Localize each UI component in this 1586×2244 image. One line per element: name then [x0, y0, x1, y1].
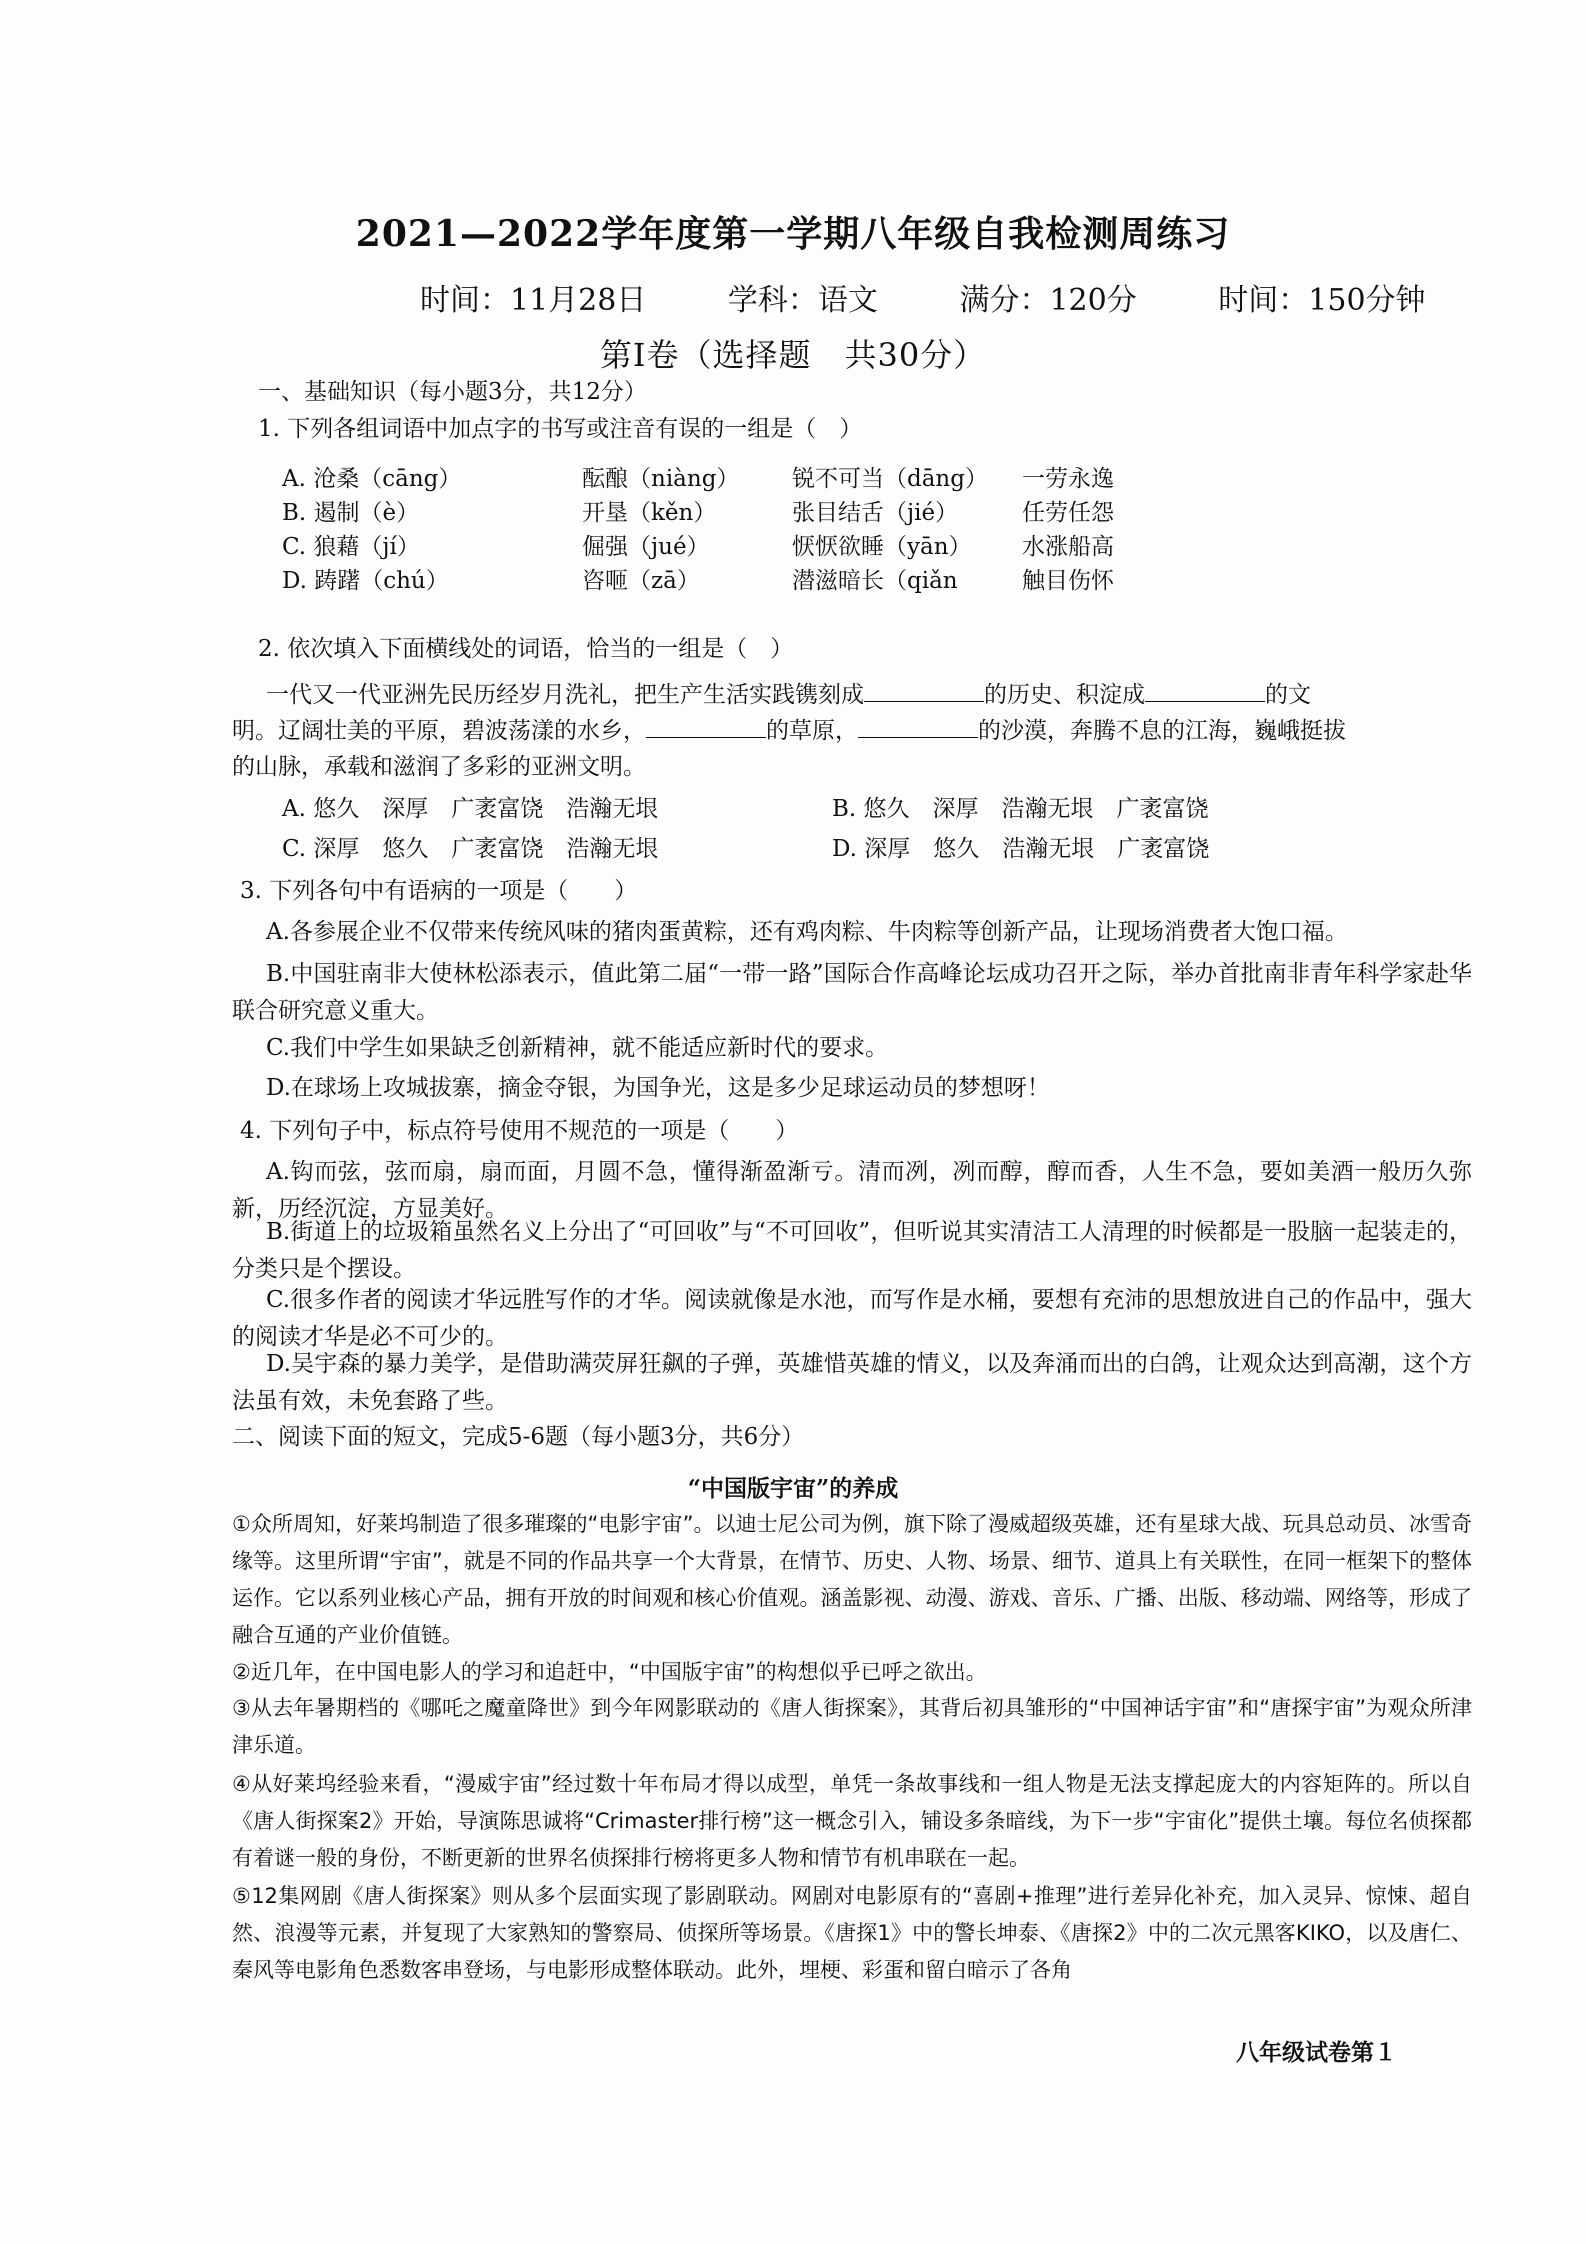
exam-meta — [420, 275, 1498, 319]
exam-date: 时间：11月28日 — [420, 283, 647, 318]
q1-b-1: B. 遏制（è） — [282, 500, 420, 526]
article-paragraph-2: ②近几年，在中国电影人的学习和追赶中，“中国版宇宙”的构想似乎已呼之欲出。 — [232, 1660, 987, 1684]
q1-d-1: D. 踌躇（chú） — [282, 568, 449, 594]
q2-stem-text: 2. 依次填入下面横线处的词语，恰当的一组是（ ） — [258, 636, 794, 662]
volume-title: 第Ⅰ卷（选择题 共30分） — [599, 336, 987, 374]
q1-d-3: 潜滋暗长（qiǎn — [792, 568, 958, 594]
q2-passage-line2 — [232, 712, 1346, 745]
q1-d-4: 触目伤怀 — [1022, 568, 1114, 594]
q1-c-2: 倔强（jué） — [582, 534, 710, 560]
q1-stem: 1. 下列各组词语中加点字的书写或注音有误的一组是（ ） — [258, 416, 863, 442]
q2-blank-3 — [646, 737, 766, 738]
q3-option-b: B.中国驻南非大使林松添表示，值此第二届“一带一路”国际合作高峰论坛成功召开之际，举办首批南非青年科学家赴华联合研究意义重大。 — [232, 961, 1472, 1024]
q1-c-3: 恹恹欲睡（yān） — [792, 534, 972, 560]
q2-option-b: B. 悠久 深厚 浩瀚无垠 广袤富饶 — [832, 796, 1209, 822]
exam-subject: 学科：语文 — [727, 283, 878, 318]
q2-option-a: A. 悠久 深厚 广袤富饶 浩瀚无垠 — [282, 796, 659, 822]
q2-passage-2b: 的草原， — [766, 718, 858, 744]
q3-option-c: C.我们中学生如果缺乏创新精神，就不能适应新时代的要求。 — [266, 1035, 889, 1061]
article-paragraph-5: ⑤12集网剧《唐人街探案》则从多个层面实现了影剧联动。网剧对电影原有的“喜剧+推理”进行差异化补充，加入灵异、惊悚、超自然、浪漫等元素，并复现了大家熟知的警察局、侦探所等场景。《唐探1》中的警长坤泰、《唐探2》中的二次元黑客KIKO，以及唐仁、秦风等电影角色悉数客串登场，与电影形成整体联动。此外，埋梗、彩蛋和留白暗示了各角 — [232, 1884, 1472, 1982]
q4-stem: 4. 下列句子中，标点符号使用不规范的一项是（ ） — [240, 1118, 799, 1144]
exam-full-score: 满分：120分 — [959, 283, 1137, 318]
part2-heading: 二、阅读下面的短文，完成5-6题（每小题3分，共6分） — [232, 1424, 805, 1450]
q1-d-2: 咨咂（zā） — [582, 568, 700, 594]
article-paragraph-4: ④从好莱坞经验来看，“漫威宇宙”经过数十年布局才得以成型，单凭一条故事线和一组人物是无法支撑起庞大的内容矩阵的。所以自《唐人街探案2》开始，导演陈思诚将“Crimaster排行榜”这一概念引入，铺设多条暗线，为下一步“宇宙化”提供土壤。每位名侦探都有着谜一般的身份，不断更新的世界名侦探排行榜将更多人物和情节有机串联在一起。 — [232, 1772, 1472, 1870]
q1-a-3: 锐不可当（dāng） — [792, 466, 988, 492]
article-title: “中国版宇宙”的养成 — [687, 1475, 899, 1502]
q2-passage-1c: 的文 — [1265, 682, 1311, 708]
q2-passage-1a: 一代又一代亚洲先民历经岁月洗礼，把生产生活实践镌刻成 — [266, 682, 864, 708]
q2-blank-1 — [864, 701, 984, 702]
q2-blank-2 — [1145, 701, 1265, 702]
q4-option-c: C.很多作者的阅读才华远胜写作的才华。阅读就像是水池，而写作是水桶，要想有充沛的思想放进自己的作品中，强大的阅读才华是必不可少的。 — [232, 1287, 1472, 1350]
q2-passage-2a: 明。辽阔壮美的平原，碧波荡漾的水乡， — [232, 718, 646, 744]
q2-option-c: C. 深厚 悠久 广袤富饶 浩瀚无垠 — [282, 836, 659, 862]
q1-b-2: 开垦（kěn） — [582, 500, 717, 526]
q2-passage-2c: 的沙漠，奔腾不息的江海，巍峨挺拔 — [978, 718, 1346, 744]
part1-heading: 一、基础知识（每小题3分，共12分） — [258, 379, 647, 405]
article-paragraph-1: ①众所周知，好莱坞制造了很多璀璨的“电影宇宙”。以迪士尼公司为例，旗下除了漫威超级英雄，还有星球大战、玩具总动员、冰雪奇缘等。这里所谓“宇宙”，就是不同的作品共享一个大背景，在情节、历史、人物、场景、细节、道具上有关联性，在同一框架下的整体运作。它以系列业核心产品，拥有开放的时间观和核心价值观。涵盖影视、动漫、游戏、音乐、广播、出版、移动端、网络等，形成了融合互通的产业价值链。 — [232, 1512, 1472, 1647]
q1-c-1: C. 狼藉（jí） — [282, 534, 420, 560]
q4-option-d: D.吴宇森的暴力美学，是借助满荧屏狂飙的子弹，英雄惜英雄的情义，以及奔涌而出的白鸽，让观众达到高潮，这个方法虽有效，未免套路了些。 — [232, 1351, 1472, 1414]
q3-option-a: A.各参展企业不仅带来传统风味的猪肉蛋黄粽，还有鸡肉粽、牛肉粽等创新产品，让现场消费者大饱口福。 — [266, 919, 1348, 945]
q1-a-2: 酝酿（niàng） — [582, 466, 740, 492]
q1-b-4: 任劳任怨 — [1022, 500, 1114, 526]
q2-passage-line3: 的山脉，承载和滋润了多彩的亚洲文明。 — [232, 754, 646, 780]
page-title: 2021—2022学年度第一学期八年级自我检测周练习 — [355, 213, 1231, 255]
article-paragraph-3: ③从去年暑期档的《哪吒之魔童降世》到今年网影联动的《唐人街探案》，其背后初具雏形的“中国神话宇宙”和“唐探宇宙”为观众所津津乐道。 — [232, 1696, 1472, 1757]
q1-a-1: A. 沧桑（cāng） — [282, 466, 462, 492]
q3-stem: 3. 下列各句中有语病的一项是（ ） — [240, 878, 638, 904]
q1-c-4: 水涨船高 — [1022, 534, 1114, 560]
page-footer: 八年级试卷第１ — [1236, 2039, 1397, 2066]
q1-b-3: 张目结舌（jié） — [792, 500, 959, 526]
q2-option-d: D. 深厚 悠久 浩瀚无垠 广袤富饶 — [832, 836, 1210, 862]
q3-option-d: D.在球场上攻城拔寨，摘金夺银，为国争光，这是多少足球运动员的梦想呀！ — [266, 1075, 1050, 1101]
q2-passage-line1 — [266, 676, 1311, 709]
q4-option-b: B.街道上的垃圾箱虽然名义上分出了“可回收”与“不可回收”，但听说其实清洁工人清理的时候都是一股脑一起装走的，分类只是个摆设。 — [232, 1219, 1472, 1282]
exam-duration: 时间：150分钟 — [1218, 283, 1426, 318]
q2-blank-4 — [858, 737, 978, 738]
q4-option-a: A.钩而弦，弦而扇，扇而面，月圆不急，懂得渐盈渐亏。清而冽，冽而醇，醇而香，人生不急，要如美酒一般历久弥新，历经沉淀，方显美好。 — [232, 1159, 1472, 1222]
q1-a-4: 一劳永逸 — [1022, 466, 1114, 492]
q2-passage-1b: 的历史、积淀成 — [984, 682, 1145, 708]
